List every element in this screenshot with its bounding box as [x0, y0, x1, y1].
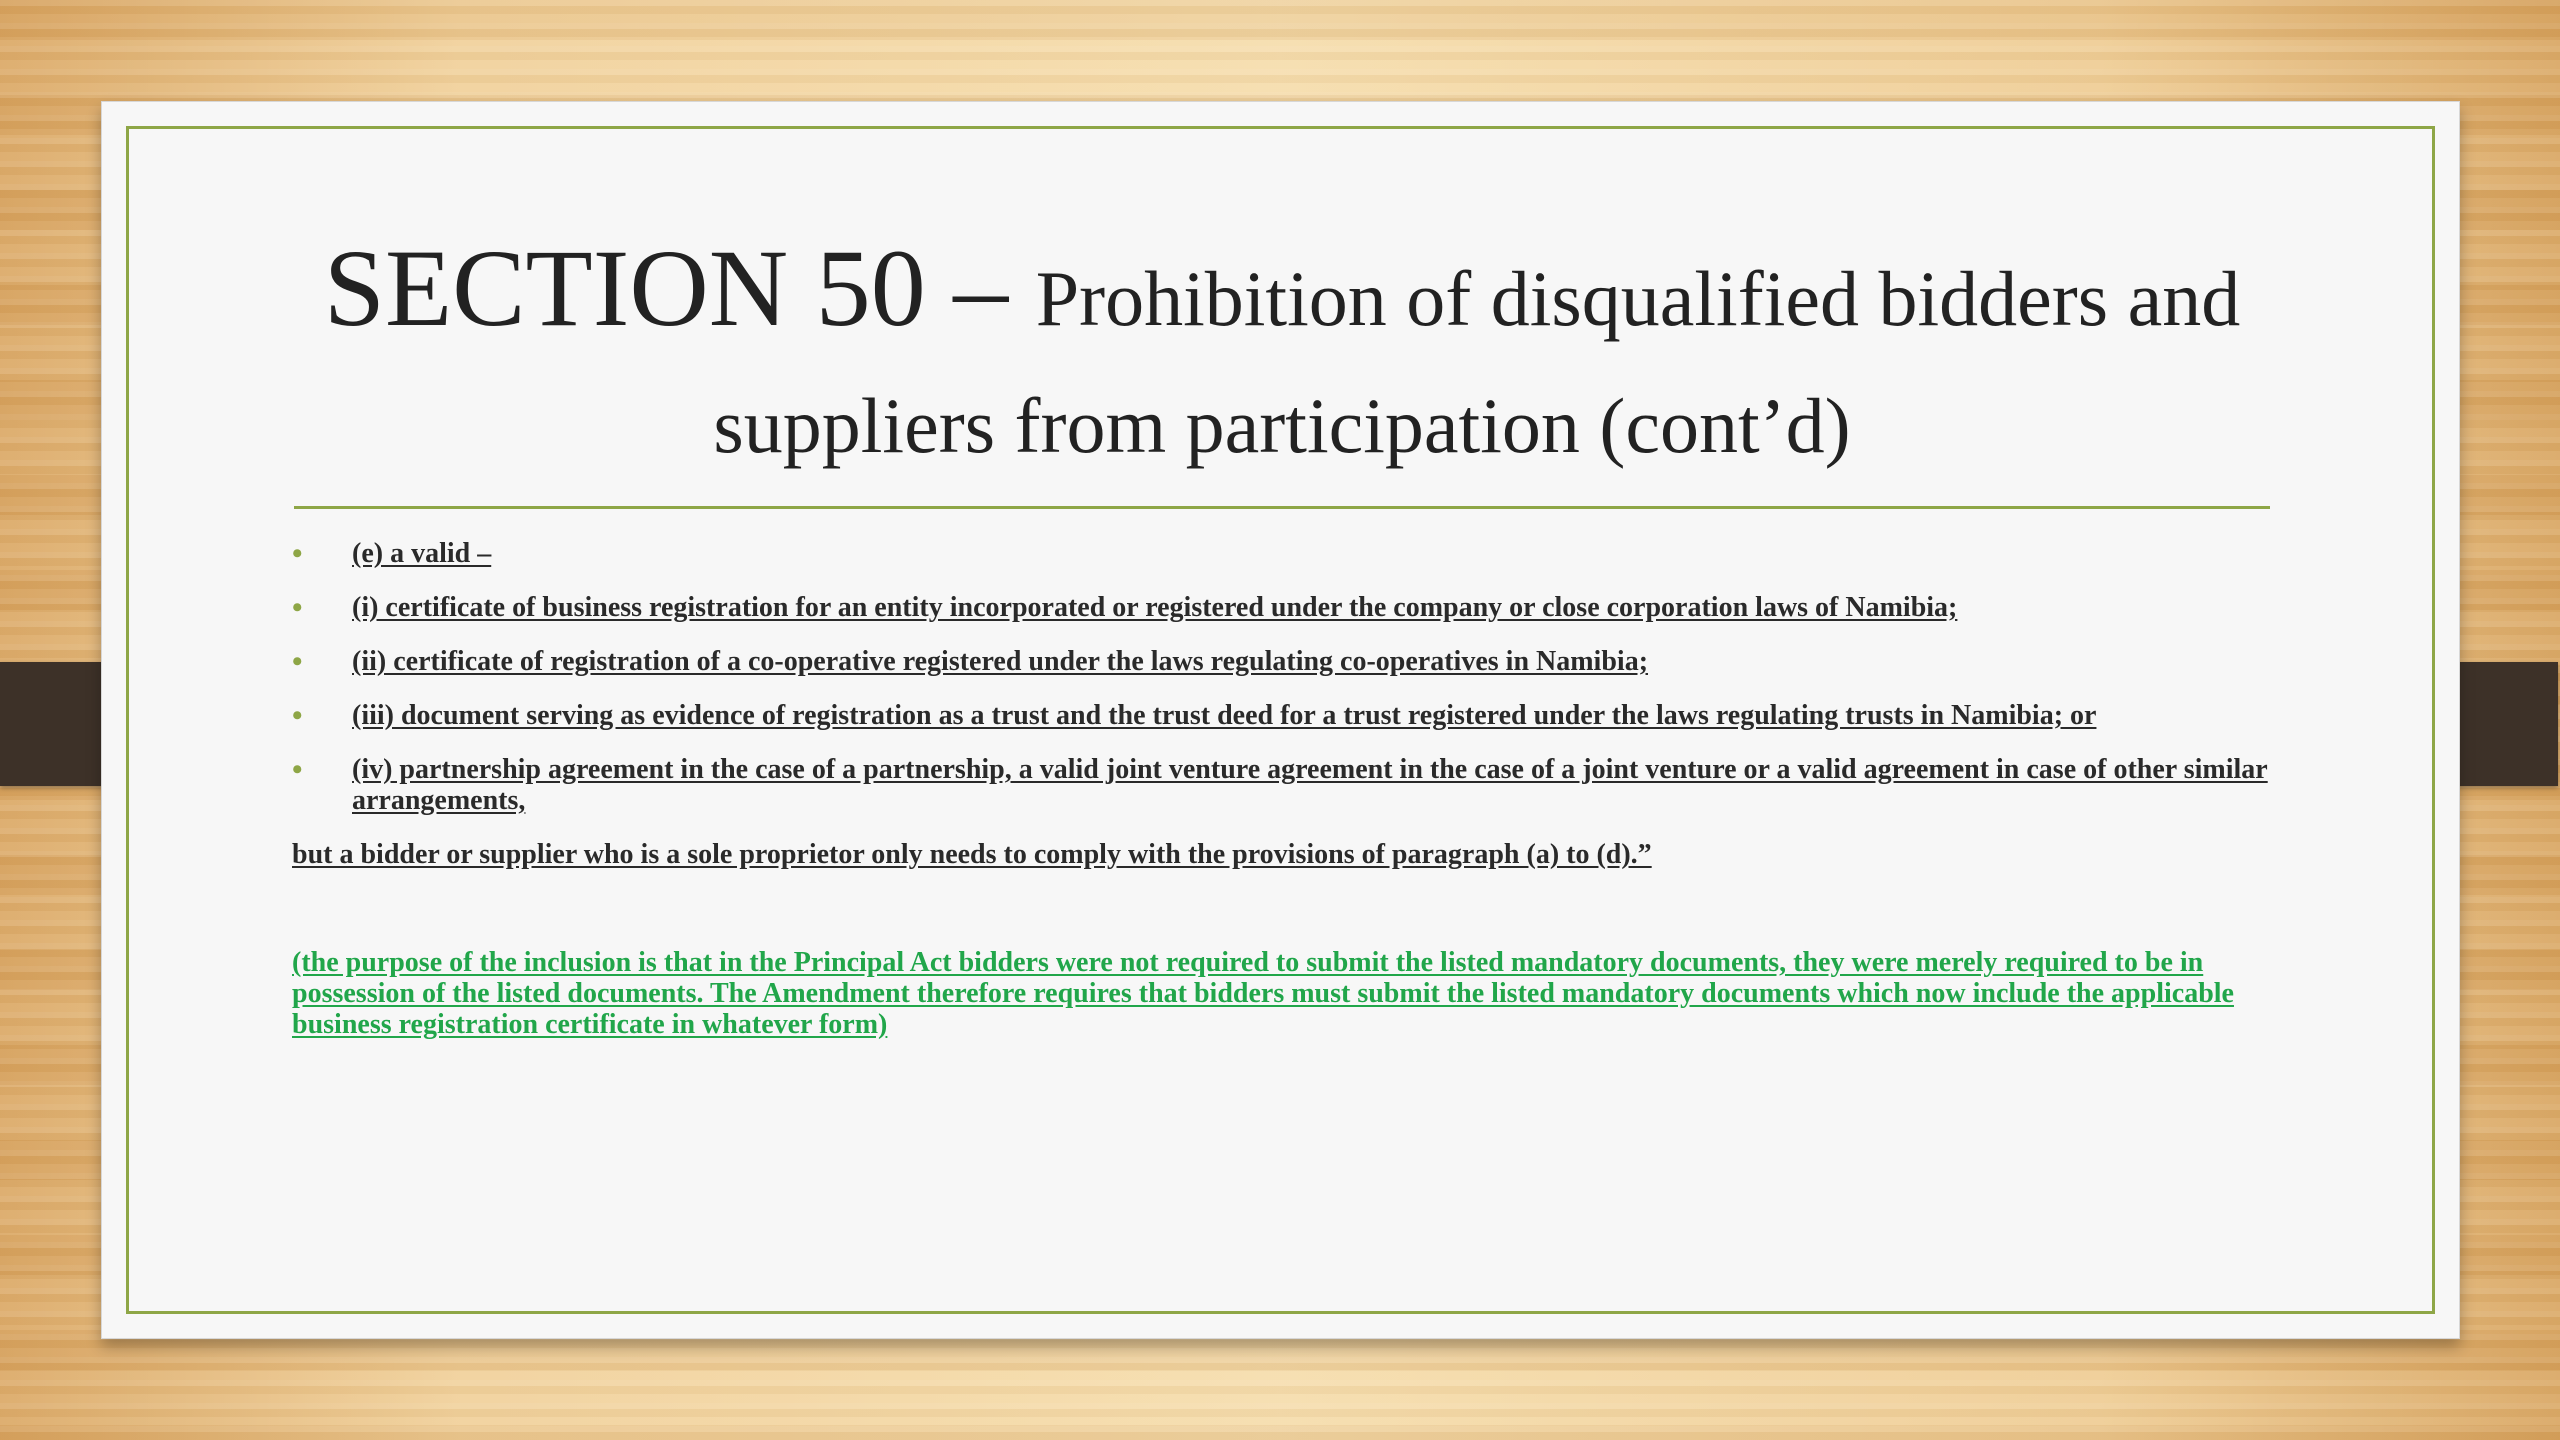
slide-body [292, 538, 2282, 1040]
bullet-text: (iii) document serving as evidence of registration as a trust and the trust deed for a trust registered under the laws regulating trusts in Namibia; or [352, 700, 2097, 731]
slide-title [212, 227, 2352, 497]
title-heading: Prohibition of disqualified bidders and suppliers from participation (cont’d) [713, 255, 2241, 469]
bullet-item [292, 538, 2282, 569]
bullet-dot-icon: • [292, 537, 303, 570]
bullet-text: (ii) certificate of registration of a co-operative registered under the laws regulating co-operatives in Namibia; [352, 646, 1649, 677]
bullet-item [292, 592, 2282, 623]
explanatory-note: (the purpose of the inclusion is that in the Principal Act bidders were not required to submit the listed mandatory documents, they were merely required to be in possession of the listed documents. The Amendment therefore requires that bidders must submit the listed mandatory documents which now include the applicable business registration certificate in whatever form) [292, 947, 2234, 1040]
closing-paragraph: but a bidder or supplier who is a sole proprietor only needs to comply with the provisions of paragraph (a) to (d).” [292, 839, 1652, 870]
title-divider [294, 506, 2270, 509]
slide [101, 101, 2460, 1339]
title-section-number: SECTION 50 – [323, 227, 1036, 349]
bullet-item [292, 700, 2282, 731]
bullet-dot-icon: • [292, 699, 303, 732]
bullet-text: (i) certificate of business registration for an entity incorporated or registered under the company or close corporation laws of Namibia; [352, 592, 1958, 623]
bullet-text: (iv) partnership agreement in the case of a partnership, a valid joint venture agreement in the case of a joint venture or a valid agreement in case of other similar arrangements, [352, 754, 2268, 816]
bullet-dot-icon: • [292, 591, 303, 624]
bullet-list [292, 538, 2282, 816]
bullet-item [292, 754, 2282, 816]
bullet-dot-icon: • [292, 645, 303, 678]
bullet-item [292, 646, 2282, 677]
bullet-dot-icon: • [292, 753, 303, 786]
bullet-text: (e) a valid – [352, 538, 492, 569]
